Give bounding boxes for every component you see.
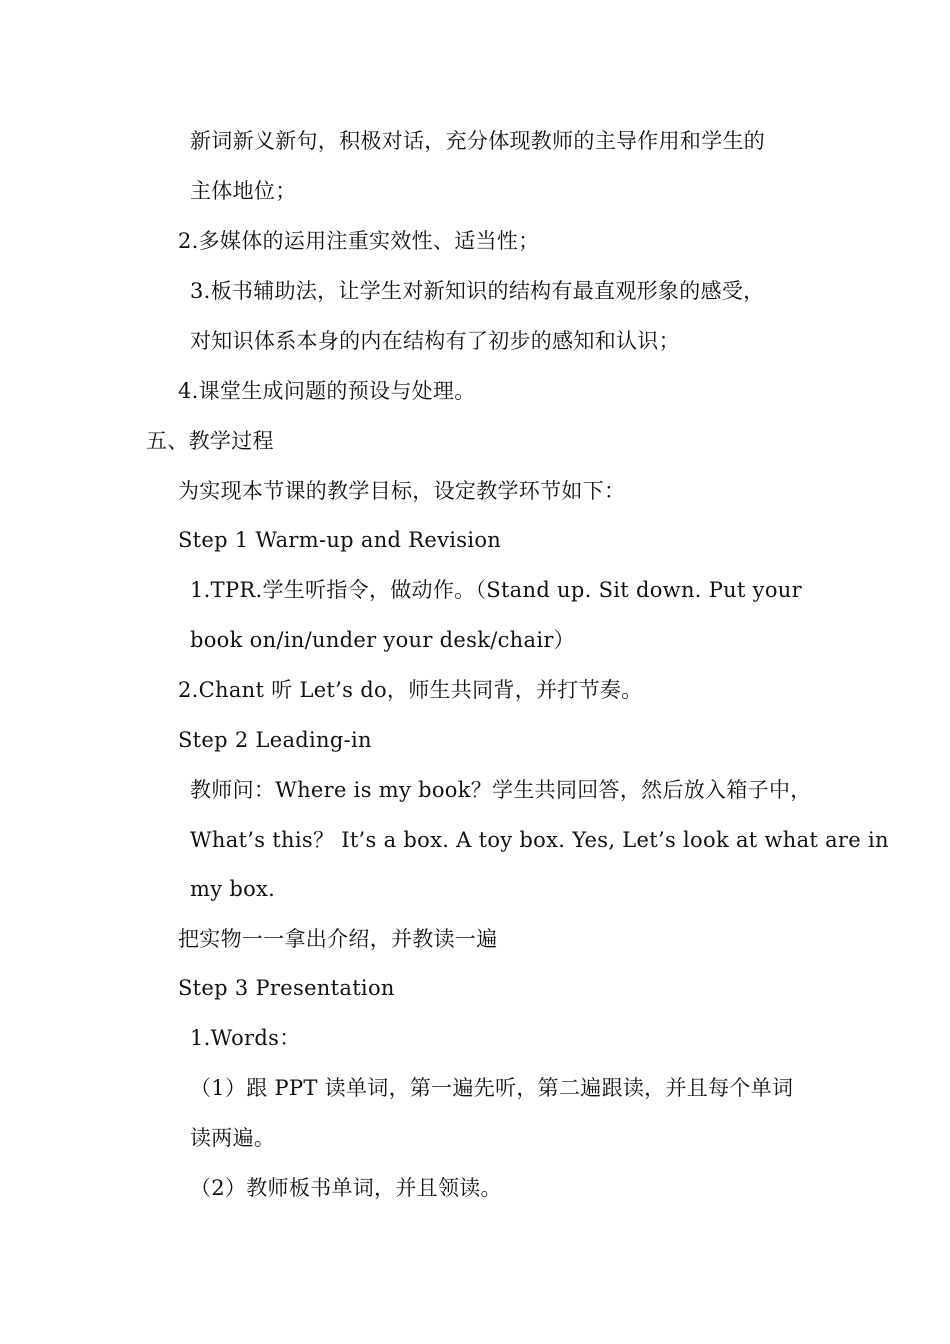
list-item-multimedia: 2.多媒体的运用注重实效性、适当性； <box>178 229 540 253</box>
step-2-dialogue: 教师问：Where is my book？学生共同回答，然后放入箱子中， <box>190 778 812 802</box>
step-3-heading: Step 3 Presentation <box>178 976 395 1000</box>
step-3-words-item-2: （2）教师板书单词，并且领读。 <box>190 1176 502 1200</box>
list-item-classroom-issues: 4.课堂生成问题的预设与处理。 <box>178 379 476 403</box>
step-1-heading: Step 1 Warm-up and Revision <box>178 528 502 552</box>
step-2-heading: Step 2 Leading-in <box>178 728 372 752</box>
section-intro: 为实现本节课的教学目标，设定教学环节如下： <box>178 479 626 503</box>
list-item-blackboard-cont: 对知识体系本身的内在结构有了初步的感知和认识； <box>190 329 680 353</box>
step-2-dialogue-cont: What’s this？ It’s a box. A toy box. Yes, Let’s look at what are in <box>190 828 889 852</box>
text-line-continuation: 新词新义新句，积极对话，充分体现教师的主导作用和学生的 <box>190 129 766 153</box>
step-3-words-item-1: （1）跟 PPT 读单词，第一遍先听，第二遍跟读，并且每个单词 <box>190 1076 794 1100</box>
list-item-blackboard: 3.板书辅助法，让学生对新知识的结构有最直观形象的感受， <box>190 279 765 303</box>
section-heading-teaching-process: 五、教学过程 <box>146 429 274 453</box>
text-line-continuation-end: 主体地位； <box>190 179 297 203</box>
step-2-note: 把实物一一拿出介绍，并教读一遍 <box>178 927 498 951</box>
step-1-item-tpr: 1.TPR.学生听指令，做动作。（Stand up. Sit down. Put your <box>190 578 802 602</box>
step-2-dialogue-end: my box. <box>190 877 276 901</box>
step-1-item-tpr-cont: book on/in/under your desk/chair） <box>190 628 575 652</box>
step-1-item-chant: 2.Chant 听 Let’s do，师生共同背，并打节奏。 <box>178 678 643 702</box>
step-3-words-item-1-cont: 读两遍。 <box>190 1126 276 1150</box>
step-3-words-heading: 1.Words： <box>190 1026 301 1050</box>
